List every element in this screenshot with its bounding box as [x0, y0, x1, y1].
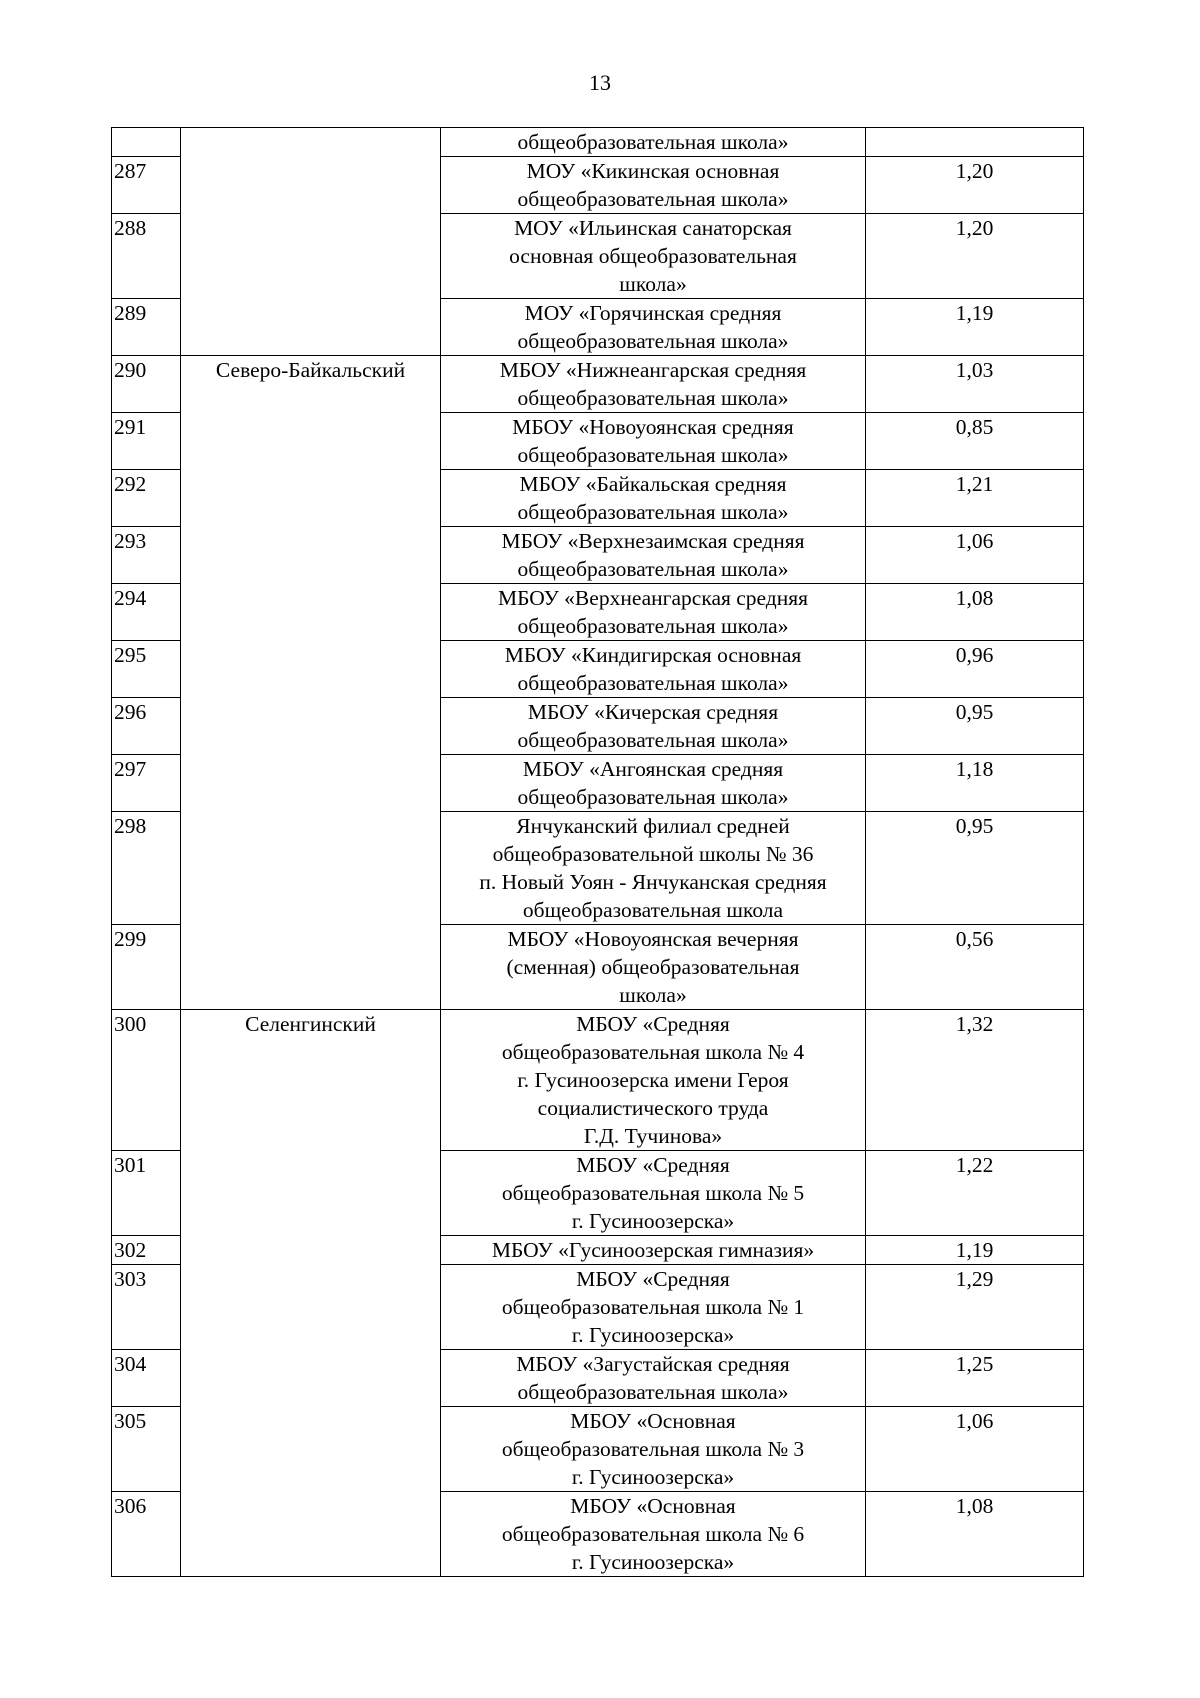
school-name-line: общеобразовательная школа»	[517, 187, 789, 211]
school-name-cell	[441, 214, 866, 299]
row-number: 293	[112, 527, 181, 584]
coefficient-cell: 1,06	[866, 527, 1084, 584]
coefficient-cell: 1,08	[866, 1492, 1084, 1577]
school-name-line: МБОУ «Основная	[570, 1494, 736, 1518]
school-name-line: МБОУ «Средняя	[576, 1153, 730, 1177]
school-name-line: школа»	[619, 272, 687, 296]
school-name-line: социалистического труда	[537, 1096, 769, 1120]
school-name-line: МБОУ «Средняя	[576, 1012, 730, 1036]
district-cell: Селенгинский	[181, 1010, 441, 1577]
school-name-line: МБОУ «Загустайская средняя	[516, 1352, 790, 1376]
row-number: 305	[112, 1407, 181, 1492]
school-name-line: общеобразовательная школа»	[517, 130, 789, 154]
school-name-line: общеобразовательная школа № 4	[501, 1040, 805, 1064]
district-cell	[181, 128, 441, 356]
school-name-line: общеобразовательная школа»	[517, 500, 789, 524]
table-body	[112, 128, 1084, 1577]
school-name-line: общеобразовательная школа»	[517, 329, 789, 353]
school-name-line: п. Новый Уоян - Янчуканская средняя	[479, 870, 827, 894]
coefficient-cell: 1,22	[866, 1151, 1084, 1236]
row-number: 291	[112, 413, 181, 470]
school-name-cell	[441, 1350, 866, 1407]
school-name-line: основная общеобразовательная	[509, 244, 797, 268]
coefficient-cell: 0,56	[866, 925, 1084, 1010]
school-name-cell	[441, 698, 866, 755]
school-name-line: общеобразовательная школа»	[517, 785, 789, 809]
table-row	[112, 1010, 1084, 1151]
page-number: 13	[589, 70, 611, 95]
row-number: 299	[112, 925, 181, 1010]
school-name-line: г. Гусиноозерска имени Героя	[517, 1068, 789, 1092]
coefficient-cell: 0,85	[866, 413, 1084, 470]
school-name-line: г. Гусиноозерска»	[571, 1209, 735, 1233]
school-name-line: МБОУ «Новоуоянская вечерняя	[507, 927, 799, 951]
coefficient-cell: 1,18	[866, 755, 1084, 812]
coefficient-cell: 1,08	[866, 584, 1084, 641]
school-name-cell	[441, 584, 866, 641]
school-name-line: МОУ «Ильинская санаторская	[514, 216, 792, 240]
school-name-line: МБОУ «Кичерская средняя	[527, 700, 779, 724]
school-name-line: общеобразовательная школа № 3	[501, 1437, 805, 1461]
row-number: 304	[112, 1350, 181, 1407]
row-number: 295	[112, 641, 181, 698]
row-number: 300	[112, 1010, 181, 1151]
school-name-line: МБОУ «Новоуоянская средняя	[512, 415, 794, 439]
table-row	[112, 356, 1084, 413]
school-name-line: общеобразовательная школа № 5	[501, 1181, 805, 1205]
school-name-cell	[441, 1151, 866, 1236]
coefficient-cell: 0,95	[866, 698, 1084, 755]
school-name-line: общеобразовательная школа»	[517, 557, 789, 581]
coefficient-cell: 1,20	[866, 157, 1084, 214]
table-row	[112, 128, 1084, 157]
school-name-cell	[441, 1407, 866, 1492]
school-name-line: г. Гусиноозерска»	[571, 1550, 735, 1574]
school-name-line: МБОУ «Киндигирская основная	[504, 643, 802, 667]
school-name-line: общеобразовательная школа	[522, 898, 784, 922]
school-name-line: МБОУ «Основная	[570, 1409, 736, 1433]
row-number: 303	[112, 1265, 181, 1350]
school-name-line: общеобразовательная школа»	[517, 614, 789, 638]
school-name-line: Янчуканский филиал средней	[516, 814, 790, 838]
school-name-line: МБОУ «Нижнеангарская средняя	[499, 358, 807, 382]
school-name-line: г. Гусиноозерска»	[571, 1323, 735, 1347]
row-number: 298	[112, 812, 181, 925]
school-name-line: МБОУ «Средняя	[576, 1267, 730, 1291]
row-number: 296	[112, 698, 181, 755]
row-number: 290	[112, 356, 181, 413]
district-cell: Северо-Байкальский	[181, 356, 441, 1010]
school-name-cell	[441, 1236, 866, 1265]
school-name-line: общеобразовательная школа № 6	[501, 1522, 805, 1546]
school-name-cell	[441, 812, 866, 925]
row-number	[112, 128, 181, 157]
school-name-line: МБОУ «Ангоянская средняя	[522, 757, 784, 781]
school-name-cell	[441, 470, 866, 527]
row-number: 292	[112, 470, 181, 527]
school-name-cell	[441, 527, 866, 584]
coefficient-cell: 1,32	[866, 1010, 1084, 1151]
school-name-line: МБОУ «Байкальская средняя	[519, 472, 787, 496]
row-number: 306	[112, 1492, 181, 1577]
school-name-cell	[441, 1492, 866, 1577]
schools-table	[111, 127, 1084, 1577]
row-number: 301	[112, 1151, 181, 1236]
row-number: 287	[112, 157, 181, 214]
school-name-line: Г.Д. Тучинова»	[583, 1124, 723, 1148]
row-number: 289	[112, 299, 181, 356]
school-name-line: общеобразовательная школа № 1	[501, 1295, 805, 1319]
school-name-line: МБОУ «Верхнезаимская средняя	[501, 529, 805, 553]
coefficient-cell: 0,96	[866, 641, 1084, 698]
school-name-cell	[441, 925, 866, 1010]
school-name-line: общеобразовательная школа»	[517, 386, 789, 410]
coefficient-cell: 0,95	[866, 812, 1084, 925]
school-name-line: МОУ «Кикинская основная	[526, 159, 780, 183]
school-name-line: школа»	[619, 983, 687, 1007]
coefficient-cell: 1,19	[866, 299, 1084, 356]
school-name-line: общеобразовательная школа»	[517, 728, 789, 752]
school-name-cell	[441, 755, 866, 812]
school-name-cell	[441, 356, 866, 413]
school-name-line: общеобразовательной школы № 36	[492, 842, 814, 866]
coefficient-cell: 1,29	[866, 1265, 1084, 1350]
school-name-cell	[441, 1010, 866, 1151]
row-number: 288	[112, 214, 181, 299]
coefficient-cell	[866, 128, 1084, 157]
row-number: 302	[112, 1236, 181, 1265]
school-name-line: г. Гусиноозерска»	[571, 1465, 735, 1489]
coefficient-cell: 1,03	[866, 356, 1084, 413]
school-name-line: общеобразовательная школа»	[517, 671, 789, 695]
school-name-cell	[441, 1265, 866, 1350]
school-name-line: МБОУ «Верхнеангарская средняя	[497, 586, 809, 610]
school-name-cell	[441, 641, 866, 698]
school-name-line: МОУ «Горячинская средняя	[524, 301, 782, 325]
school-name-cell	[441, 413, 866, 470]
coefficient-cell: 1,06	[866, 1407, 1084, 1492]
coefficient-cell: 1,19	[866, 1236, 1084, 1265]
row-number: 294	[112, 584, 181, 641]
school-name-line: (сменная) общеобразовательная	[506, 955, 800, 979]
coefficient-cell: 1,20	[866, 214, 1084, 299]
school-name-cell	[441, 128, 866, 157]
school-name-cell	[441, 299, 866, 356]
coefficient-cell: 1,25	[866, 1350, 1084, 1407]
coefficient-cell: 1,21	[866, 470, 1084, 527]
school-name-line: общеобразовательная школа»	[517, 1380, 789, 1404]
school-name-line: общеобразовательная школа»	[517, 443, 789, 467]
school-name-line: МБОУ «Гусиноозерская гимназия»	[491, 1238, 815, 1262]
row-number: 297	[112, 755, 181, 812]
school-name-cell	[441, 157, 866, 214]
